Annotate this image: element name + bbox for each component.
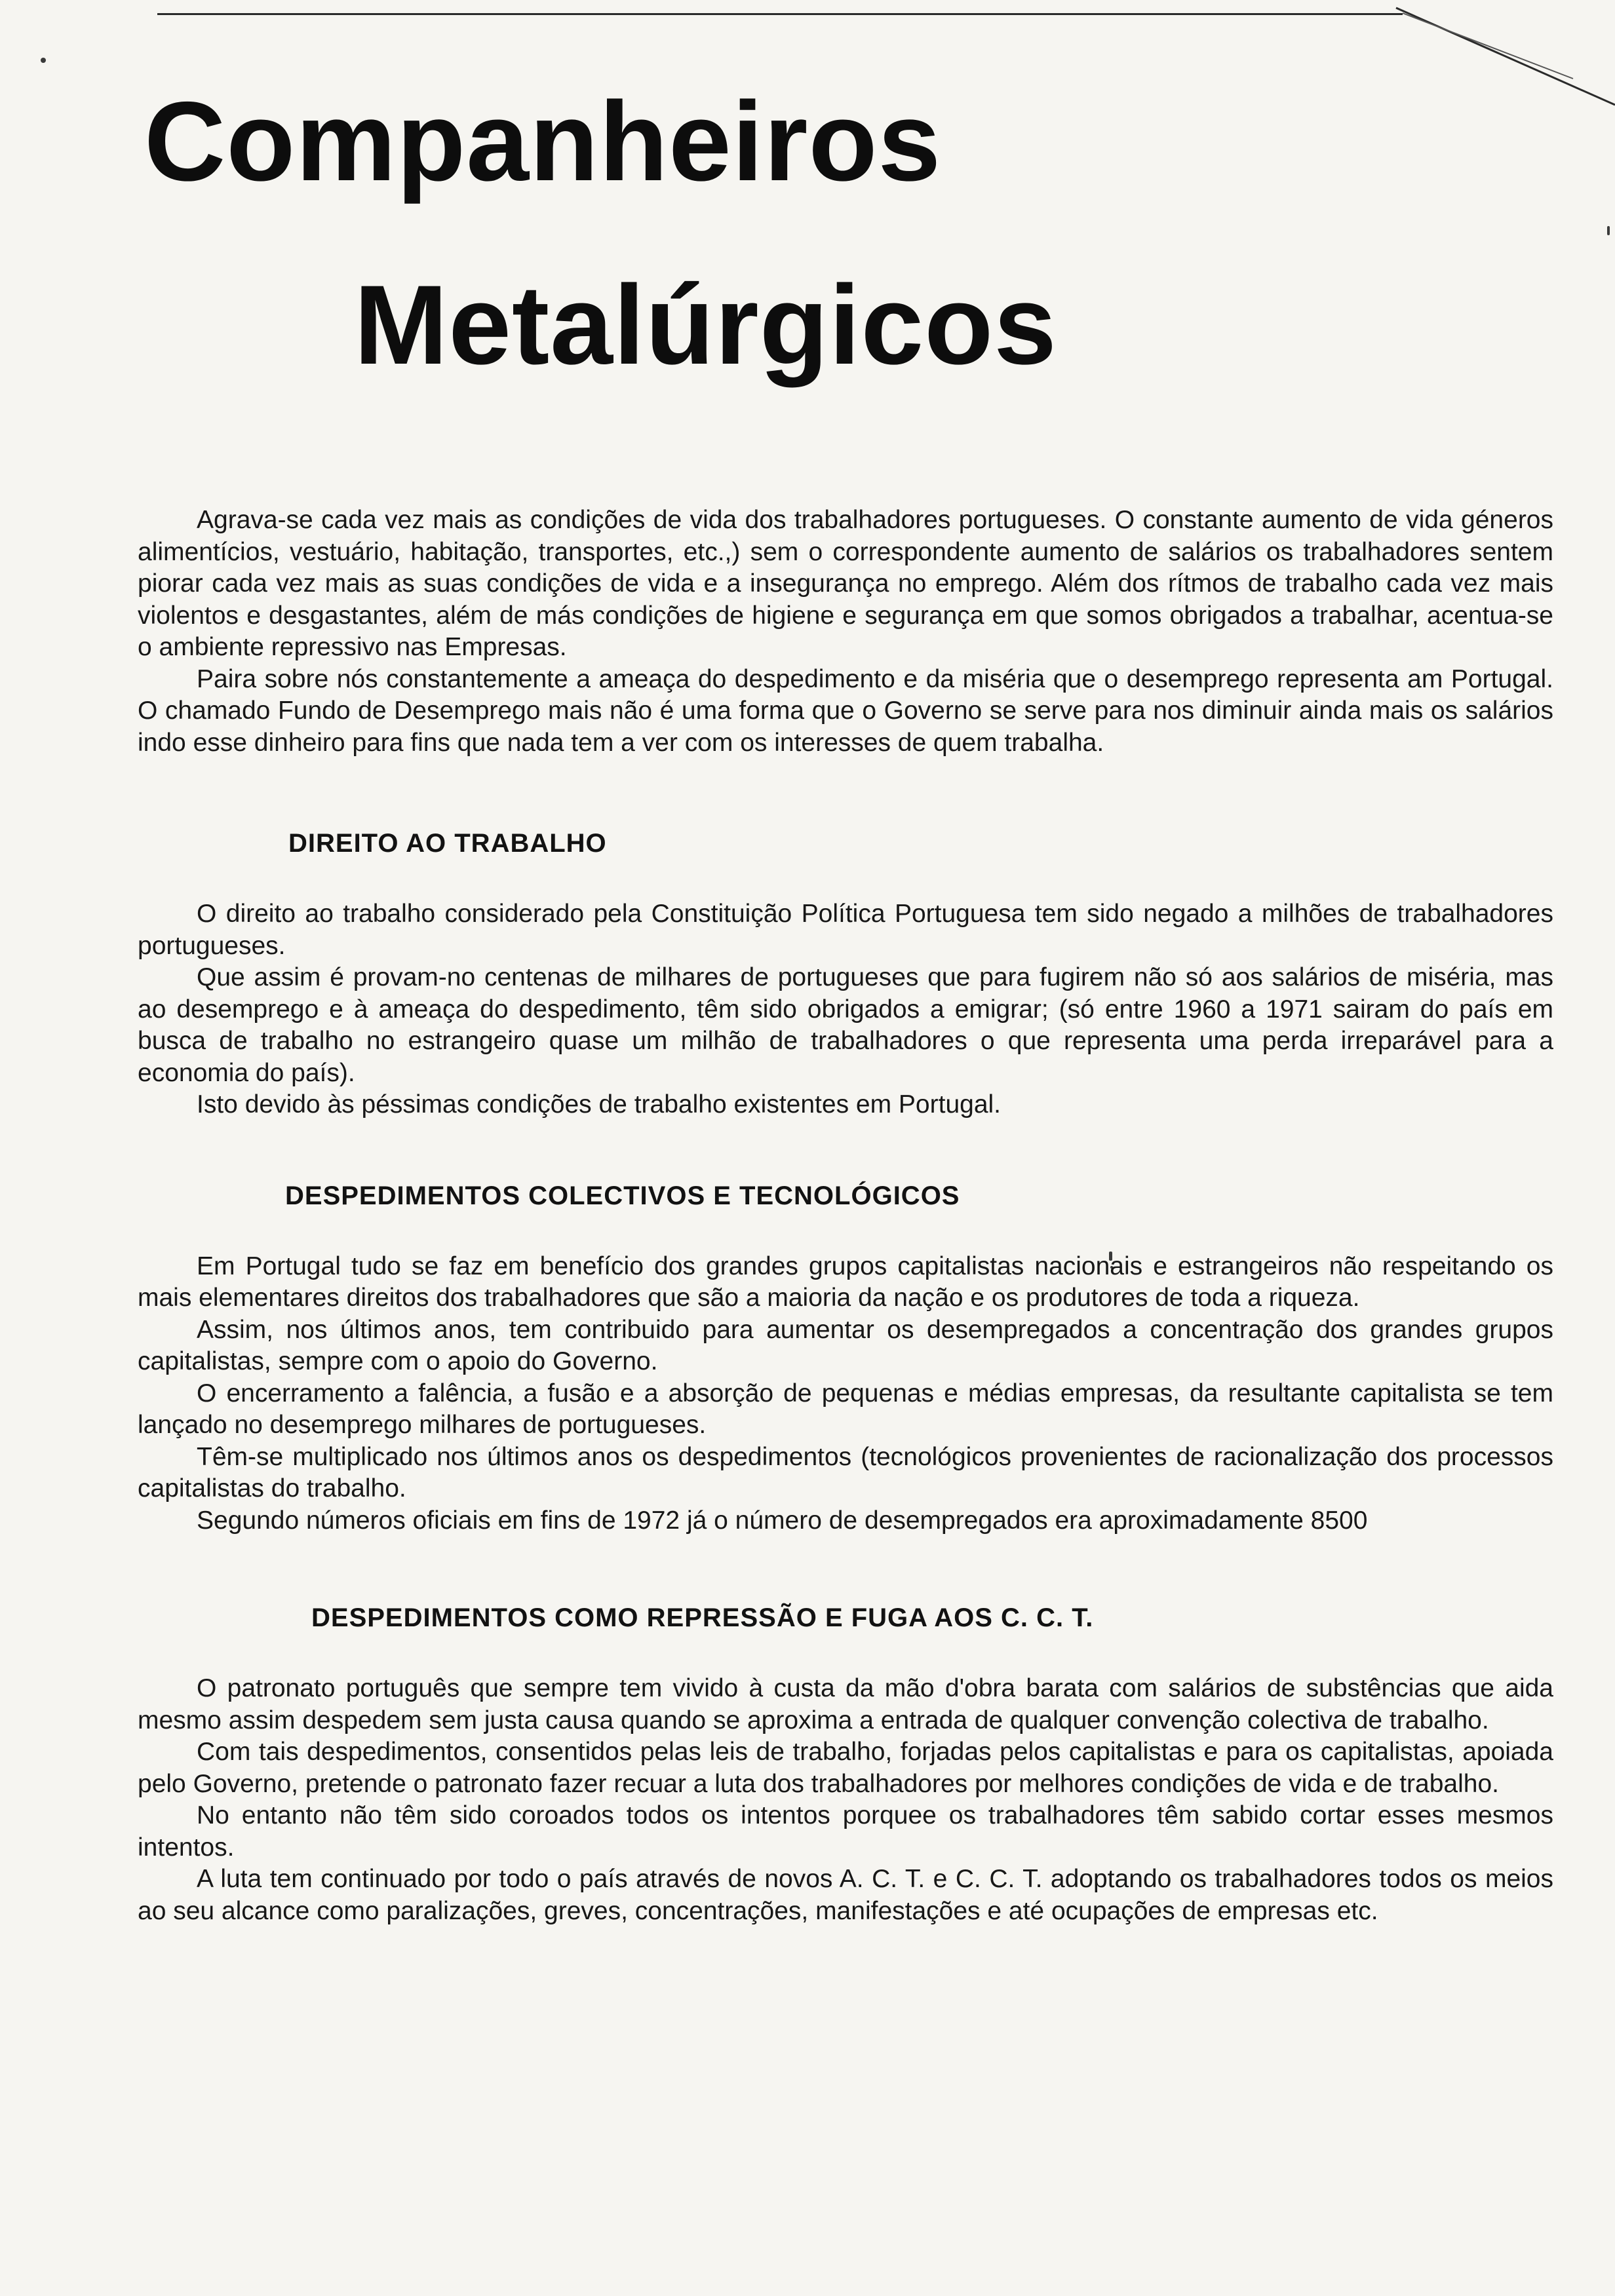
body-paragraph: Têm-se multiplicado nos últimos anos os despedimentos (tecnológicos provenientes de racionalização dos processos capitalistas do trabalho. bbox=[138, 1442, 1553, 1502]
section-direito-ao-trabalho bbox=[138, 828, 1553, 1121]
section-despedimentos-repressao bbox=[138, 1602, 1553, 1927]
body-paragraph: Em Portugal tudo se faz em benefício dos grandes grupos capitalistas nacionais e estrangeiros não respeitando os mais elementares direitos dos trabalhadores que são a maioria da nação e os produtores de toda a riqueza. bbox=[138, 1252, 1553, 1312]
body-paragraph: Paira sobre nós constantemente a ameaça do despedimento e da miséria que o desemprego representa am Portugal. O chamado Fundo de Desemprego mais não é uma forma que o Governo se serve para nos diminuir ainda mais os salários indo esse dinheiro para fins que nada tem a ver com os interesses de quem trabalha. bbox=[138, 664, 1553, 757]
paper-speck bbox=[41, 58, 46, 63]
section-heading: DESPEDIMENTOS COLECTIVOS E TECNOLÓGICOS bbox=[285, 1181, 960, 1210]
body-paragraph: A luta tem continuado por todo o país através de novos A. C. T. e C. C. T. adoptando os trabalhadores todos os meios ao seu alcance como paralizações, greves, concentrações, manifestações e até ocupações de empresas etc. bbox=[138, 1865, 1553, 1925]
body-paragraph: O direito ao trabalho considerado pela Constituição Política Portuguesa tem sido negado a milhões de trabalhadores portugueses. bbox=[138, 900, 1553, 960]
intro-section bbox=[138, 505, 1553, 759]
body-paragraph: Que assim é provam-no centenas de milhares de portugueses que para fugirem não só aos salários de miséria, mas ao desemprego e à ameaça do despedimento, têm sido obrigados a emigrar; (só entre 1960 a 1971 sairam do país em busca de trabalho no estrangeiro quase um milhão de trabalhadores o que representa uma perda irreparável para a economia do país). bbox=[138, 963, 1553, 1087]
body-paragraph: No entanto não têm sido coroados todos os intentos porquee os trabalhadores têm sabido cortar esses mesmos intentos. bbox=[138, 1801, 1553, 1862]
section-heading: DIREITO AO TRABALHO bbox=[288, 829, 607, 858]
body-paragraph: Segundo números oficiais em fins de 1972 já o número de desempregados era aproximadamente 8500 bbox=[197, 1506, 1368, 1535]
section-heading: DESPEDIMENTOS COMO REPRESSÃO E FUGA AOS C. C. T. bbox=[311, 1603, 1094, 1632]
document-title-line-2: Metalúrgicos bbox=[354, 262, 1057, 388]
body-paragraph: O patronato português que sempre tem vivido à custa da mão d'obra barata com salários de substências que aida mesmo assim despedem sem justa causa quando se aproxima a entrada de qualquer convenção colectiva de trabalho. bbox=[138, 1674, 1553, 1734]
document-body bbox=[138, 505, 1553, 1927]
document-title-line-1: Companheiros bbox=[144, 79, 942, 204]
body-paragraph: Com tais despedimentos, consentidos pelas leis de trabalho, forjadas pelos capitalistas e para os capitalistas, apoiada pelo Governo, pretende o patronato fazer recuar a luta dos trabalhadores por melhores condições de vida e de trabalho. bbox=[138, 1738, 1553, 1798]
body-paragraph: Isto devido às péssimas condições de trabalho existentes em Portugal. bbox=[197, 1090, 1002, 1119]
body-paragraph: Agrava-se cada vez mais as condições de vida dos trabalhadores portugueses. O constante aumento de vida géneros alimentícios, vestuário, habitação, transportes, etc.,) sem o correspondente aumento de salários os trabalhadores sentem piorar cada vez mais as suas condições de vida e a insegurança no emprego. Além dos rítmos de trabalho cada vez mais violentos e desgastantes, além de más condições de higiene e segurança em que somos obrigados a trabalhar, acentua-se o ambiente repressivo nas Empresas. bbox=[138, 506, 1553, 661]
section-despedimentos-colectivos bbox=[138, 1180, 1553, 1537]
body-paragraph: O encerramento a falência, a fusão e a absorção de pequenas e médias empresas, da resultante capitalista se tem lançado no desemprego milhares de portugueses. bbox=[138, 1379, 1553, 1439]
body-paragraph: Assim, nos últimos anos, tem contribuido para aumentar os desempregados a concentração dos grandes grupos capitalistas, sempre com o apoio do Governo. bbox=[138, 1315, 1553, 1375]
paper-speck bbox=[1607, 226, 1610, 235]
